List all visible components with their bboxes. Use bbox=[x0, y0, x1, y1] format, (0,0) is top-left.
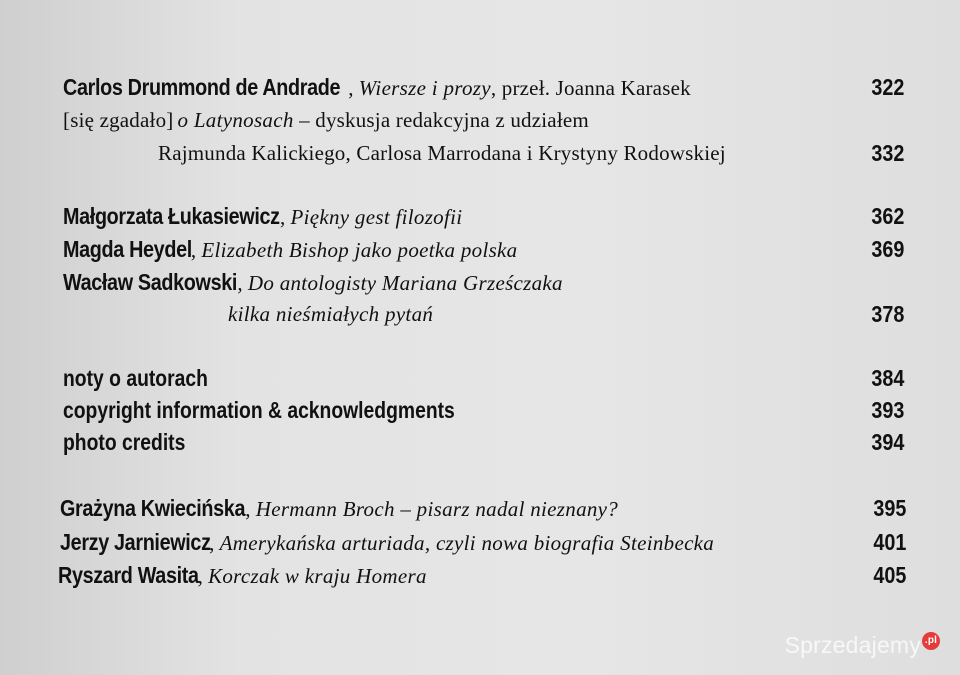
entry-title: Korczak w kraju Homera bbox=[208, 564, 427, 588]
toc-entry bbox=[0, 363, 960, 397]
watermark-text: Sprzedajemy bbox=[784, 632, 921, 658]
entry-title: Do antologisty Mariana Grześczaka bbox=[247, 271, 563, 295]
entry-author: Jerzy Jarniewicz bbox=[60, 529, 211, 555]
entry-separator: , bbox=[348, 76, 359, 100]
toc-entry bbox=[0, 560, 960, 594]
entry-page-number: 322 bbox=[870, 74, 904, 100]
entry-separator: , bbox=[237, 271, 248, 295]
entry-separator: , bbox=[209, 531, 220, 555]
toc-entry-text bbox=[63, 105, 589, 138]
entry-author: Małgorzata Łukasiewicz bbox=[63, 203, 280, 229]
entry-page-number: 401 bbox=[872, 529, 906, 555]
toc-entry-text bbox=[58, 560, 427, 594]
entry-title: Hermann Broch – pisarz nadal nieznany? bbox=[255, 497, 619, 521]
entry-section-label: photo credits bbox=[63, 429, 186, 455]
entry-description: – dyskusja redakcyjna z udziałem bbox=[293, 108, 589, 132]
toc-entry-text bbox=[63, 267, 563, 301]
toc-entry bbox=[0, 72, 960, 106]
entry-title: Wiersze i prozy bbox=[358, 76, 491, 100]
entry-page-number: 395 bbox=[872, 495, 906, 521]
toc-entry-text bbox=[63, 234, 517, 268]
toc-entry bbox=[0, 234, 960, 268]
toc-entry-continuation bbox=[0, 138, 960, 172]
entry-section-label: copyright information & acknowledgments bbox=[63, 397, 455, 423]
entry-author: Grażyna Kwiecińska bbox=[60, 495, 246, 521]
entry-title: Elizabeth Bishop jako poetka polska bbox=[201, 238, 518, 262]
toc-entry bbox=[0, 105, 960, 139]
entry-page-number: 362 bbox=[870, 203, 904, 229]
entry-page-number: 393 bbox=[870, 397, 904, 423]
toc-entry-text bbox=[63, 395, 529, 429]
toc-entry bbox=[0, 395, 960, 429]
entry-title: Amerykańska arturiada, czyli nowa biografia Steinbecka bbox=[219, 531, 715, 555]
entry-lead: [się zgadało] bbox=[63, 108, 174, 132]
entry-separator: , bbox=[245, 497, 256, 521]
entry-separator: , bbox=[197, 564, 209, 588]
entry-page-number: 332 bbox=[870, 140, 904, 166]
toc-entry bbox=[0, 427, 960, 461]
toc-entry-continuation bbox=[0, 299, 960, 333]
entry-section-label: noty o autorach bbox=[63, 365, 208, 391]
toc-entry bbox=[0, 267, 960, 301]
toc-entry-text bbox=[63, 363, 236, 397]
toc-entry-text bbox=[60, 527, 714, 561]
toc-entry-text bbox=[60, 493, 618, 527]
entry-page-number: 378 bbox=[870, 301, 904, 327]
toc-entry-text bbox=[63, 72, 691, 106]
entry-author: Magda Heydel bbox=[63, 236, 192, 262]
entry-page-number: 384 bbox=[870, 365, 904, 391]
entry-continuation: kilka nieśmiałych pytań bbox=[228, 302, 434, 326]
toc-entry-text bbox=[158, 138, 726, 171]
entry-author: Ryszard Wasita bbox=[58, 562, 199, 588]
watermark-badge-icon: .pl bbox=[922, 632, 940, 650]
toc-entry bbox=[0, 493, 960, 527]
entry-page-number: 369 bbox=[870, 236, 904, 262]
entry-separator: , bbox=[190, 238, 202, 262]
toc-entry bbox=[0, 201, 960, 235]
entry-continuation: Rajmunda Kalickiego, Carlosa Marrodana i Krystyny Rodowskiej bbox=[158, 141, 726, 165]
entry-author: Wacław Sadkowski bbox=[63, 269, 238, 295]
entry-separator: , bbox=[279, 205, 291, 229]
entry-author: Carlos Drummond de Andrade bbox=[63, 74, 341, 100]
entry-title: Piękny gest filozofii bbox=[290, 205, 463, 229]
watermark bbox=[785, 632, 940, 659]
toc-entry bbox=[0, 527, 960, 561]
toc-entry-text bbox=[63, 427, 209, 461]
entry-page-number: 405 bbox=[872, 562, 906, 588]
toc-entry-text bbox=[228, 299, 433, 332]
toc-entry-text bbox=[63, 201, 462, 235]
entry-title: o Latynosach bbox=[177, 108, 294, 132]
entry-translator: , przeł. Joanna Karasek bbox=[490, 76, 691, 100]
entry-page-number: 394 bbox=[870, 429, 904, 455]
